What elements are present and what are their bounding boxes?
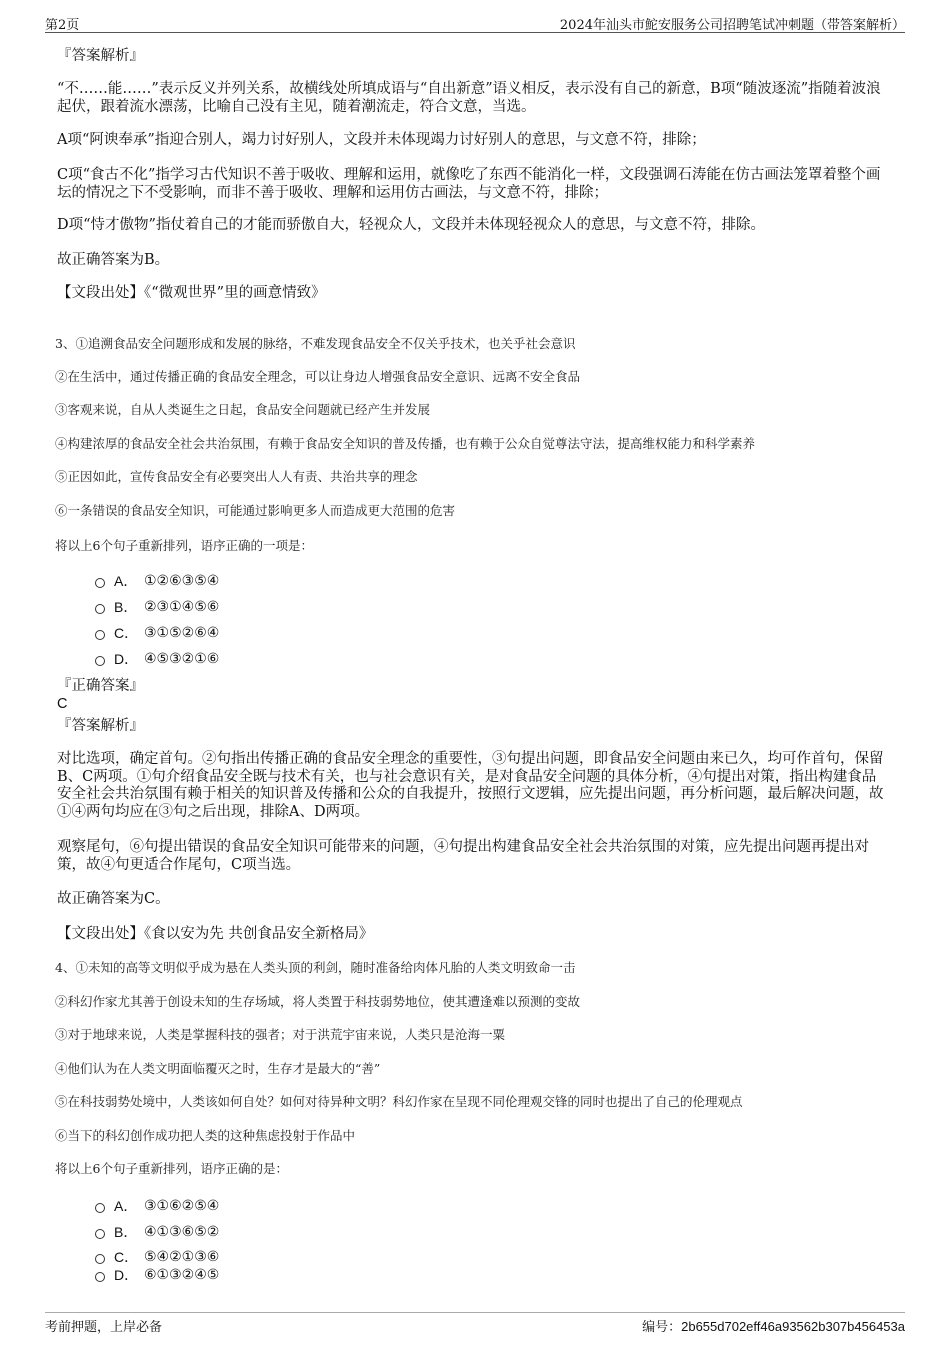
q4-option-d-text: ⑥①③②④⑤ xyxy=(144,1267,220,1283)
page-footer xyxy=(45,1312,905,1335)
q4-prompt: 将以上6个句子重新排列，语序正确的是： xyxy=(55,1161,288,1176)
q3-option-d-text: ④⑤③②①⑥ xyxy=(144,651,220,667)
q3-sentence-3: ③客观来说，自从人类诞生之日起，食品安全问题就已经产生并发展 xyxy=(55,402,431,417)
q4-sentence-2: ②科幻作家尤其善于创设未知的生存场域，将人类置于科技弱势地位，使其遭逢难以预测的变故 xyxy=(55,994,581,1009)
q3-option-b-text: ②③①④⑤⑥ xyxy=(144,599,220,615)
q3-option-c-label: C． xyxy=(114,625,139,641)
page-number: 第2页 xyxy=(45,18,80,33)
q4-option-a-label: A． xyxy=(114,1198,138,1214)
code-label: 编号： xyxy=(642,1320,682,1335)
q4-option-d-label: D． xyxy=(114,1267,139,1283)
q3-answer: C xyxy=(57,696,68,712)
q3-sentence-4: ④构建浓厚的食品安全社会共治氛围，有赖于食品安全知识的普及传播，也有赖于公众自觉尊法守法，提高维权能力和科学素养 xyxy=(55,436,756,451)
q3-sentence-1: 3、①追溯食品安全问题形成和发展的脉络，不难发现食品安全不仅关乎技术，也关乎社会意识 xyxy=(55,336,576,351)
q4-option-c-text: ⑤④②①③⑥ xyxy=(144,1249,220,1265)
radio-icon[interactable] xyxy=(95,1272,105,1282)
q3-option-a-label: A． xyxy=(114,573,138,589)
q3-analysis-heading: 『答案解析』 xyxy=(57,718,144,734)
q3-option-d-label: D． xyxy=(114,651,139,667)
q4-option-b-text: ④①③⑥⑤② xyxy=(144,1224,220,1240)
radio-icon[interactable] xyxy=(95,604,105,614)
q3-option-c-text: ③①⑤②⑥④ xyxy=(144,625,220,641)
radio-icon[interactable] xyxy=(95,1229,105,1239)
q3-option-b-label: B． xyxy=(114,599,138,615)
q4-option-b[interactable] xyxy=(95,1223,219,1241)
code-value: 2b655d702eff46a93562b307b456453a xyxy=(681,1319,905,1334)
q4-option-c[interactable] xyxy=(95,1248,219,1266)
document-title: 2024年汕头市鮀安服务公司招聘笔试冲刺题（带答案解析） xyxy=(559,18,905,33)
q3-answer-heading: 『正确答案』 xyxy=(57,678,144,694)
footer-motto: 考前押题，上岸必备 xyxy=(45,1320,163,1335)
q2-analysis-paragraph-4: D项“恃才傲物”指仗着自己的才能而骄傲自大，轻视众人，文段并未体现轻视众人的意思，与文意不符，排除。 xyxy=(57,217,765,233)
radio-icon[interactable] xyxy=(95,1254,105,1264)
q3-analysis-paragraph-1: 对比选项，确定首句。②句指出传播正确的食品安全理念的重要性，③句提出问题，即食品安全问题由来已久，均可作首句，保留B、C两项。①句介绍食品安全既与技术有关，也与社会意识有关，是对食品安全问题的具体分析，④句提出对策，指出构建食品安全社会共治氛围有赖于相关的知识普及传播和公众的自我提升，按照行文逻辑，应先提出问题，再分析问题，最后解决问题，故①④两句均应在③句之后出现，排除A、D两项。 xyxy=(57,751,884,820)
q4-sentence-3: ③对于地球来说，人类是掌握科技的强者；对于洪荒宇宙来说，人类只是沧海一粟 xyxy=(55,1027,506,1042)
q3-prompt: 将以上6个句子重新排列，语序正确的一项是： xyxy=(55,538,313,553)
q3-sentence-5: ⑤正因如此，宣传食品安全有必要突出人人有责、共治共享的理念 xyxy=(55,469,418,484)
q3-answer-conclusion: 故正确答案为C。 xyxy=(57,891,170,907)
q4-option-a[interactable] xyxy=(95,1197,219,1215)
q4-sentence-6: ⑥当下的科幻创作成功把人类的这种焦虑投射于作品中 xyxy=(55,1128,356,1143)
q3-source: 【文段出处】《食以安为先 共创食品安全新格局》 xyxy=(57,926,374,942)
radio-icon[interactable] xyxy=(95,1203,105,1213)
q2-analysis-paragraph-2: A项“阿谀奉承”指迎合别人，竭力讨好别人，文段并未体现竭力讨好别人的意思，与文意不符，排除； xyxy=(57,132,706,148)
q4-sentence-4: ④他们认为在人类文明面临覆灭之时，生存才是最大的“善” xyxy=(55,1061,381,1076)
q2-analysis-paragraph-3: C项“食古不化”指学习古代知识不善于吸收、理解和运用，就像吃了东西不能消化一样，文段强调石涛能在仿古画法笼罩着整个画坛的情况之下不受影响，而非不善于吸收、理解和运用仿古画法，与文意不符，排除； xyxy=(57,167,881,201)
page-header xyxy=(45,12,905,33)
q2-source: 【文段出处】《“微观世界”里的画意情致》 xyxy=(57,285,326,301)
q3-option-b[interactable] xyxy=(95,598,219,616)
q3-sentence-2: ②在生活中，通过传播正确的食品安全理念，可以让身边人增强食品安全意识、远离不安全食品 xyxy=(55,369,581,384)
q2-answer-conclusion: 故正确答案为B。 xyxy=(57,252,170,268)
q4-sentence-1: 4、①未知的高等文明似乎成为悬在人类头顶的利剑，随时准备给肉体凡胎的人类文明致命一击 xyxy=(55,960,576,975)
radio-icon[interactable] xyxy=(95,656,105,666)
q3-option-a[interactable] xyxy=(95,572,219,590)
q2-analysis-heading: 『答案解析』 xyxy=(57,48,144,64)
q3-option-a-text: ①②⑥③⑤④ xyxy=(144,573,220,589)
q4-option-a-text: ③①⑥②⑤④ xyxy=(144,1198,220,1214)
q3-option-c[interactable] xyxy=(95,624,219,642)
q4-option-c-label: C． xyxy=(114,1249,139,1265)
q2-analysis-paragraph-1: “不……能……”表示反义并列关系，故横线处所填成语与“自出新意”语义相反，表示没有自己的新意，B项“随波逐流”指随着波浪起伏，跟着流水漂荡，比喻自己没有主见，随着潮流走，符合文意，当选。 xyxy=(57,81,881,115)
q3-analysis-paragraph-2: 观察尾句，⑥句提出错误的食品安全知识可能带来的问题，④句提出构建食品安全社会共治氛围的对策，应先提出问题再提出对策，故④句更适合作尾句，C项当选。 xyxy=(57,839,869,873)
q3-sentence-6: ⑥一条错误的食品安全知识，可能通过影响更多人而造成更大范围的危害 xyxy=(55,503,456,518)
q3-option-d[interactable] xyxy=(95,650,219,668)
q4-option-b-label: B． xyxy=(114,1224,138,1240)
radio-icon[interactable] xyxy=(95,630,105,640)
radio-icon[interactable] xyxy=(95,578,105,588)
q4-option-d[interactable] xyxy=(95,1266,219,1284)
document-code xyxy=(642,1316,905,1335)
q4-sentence-5: ⑤在科技弱势处境中，人类该如何自处？如何对待异种文明？科幻作家在呈现不同伦理观交锋的同时也提出了自己的伦理观点 xyxy=(55,1094,743,1109)
